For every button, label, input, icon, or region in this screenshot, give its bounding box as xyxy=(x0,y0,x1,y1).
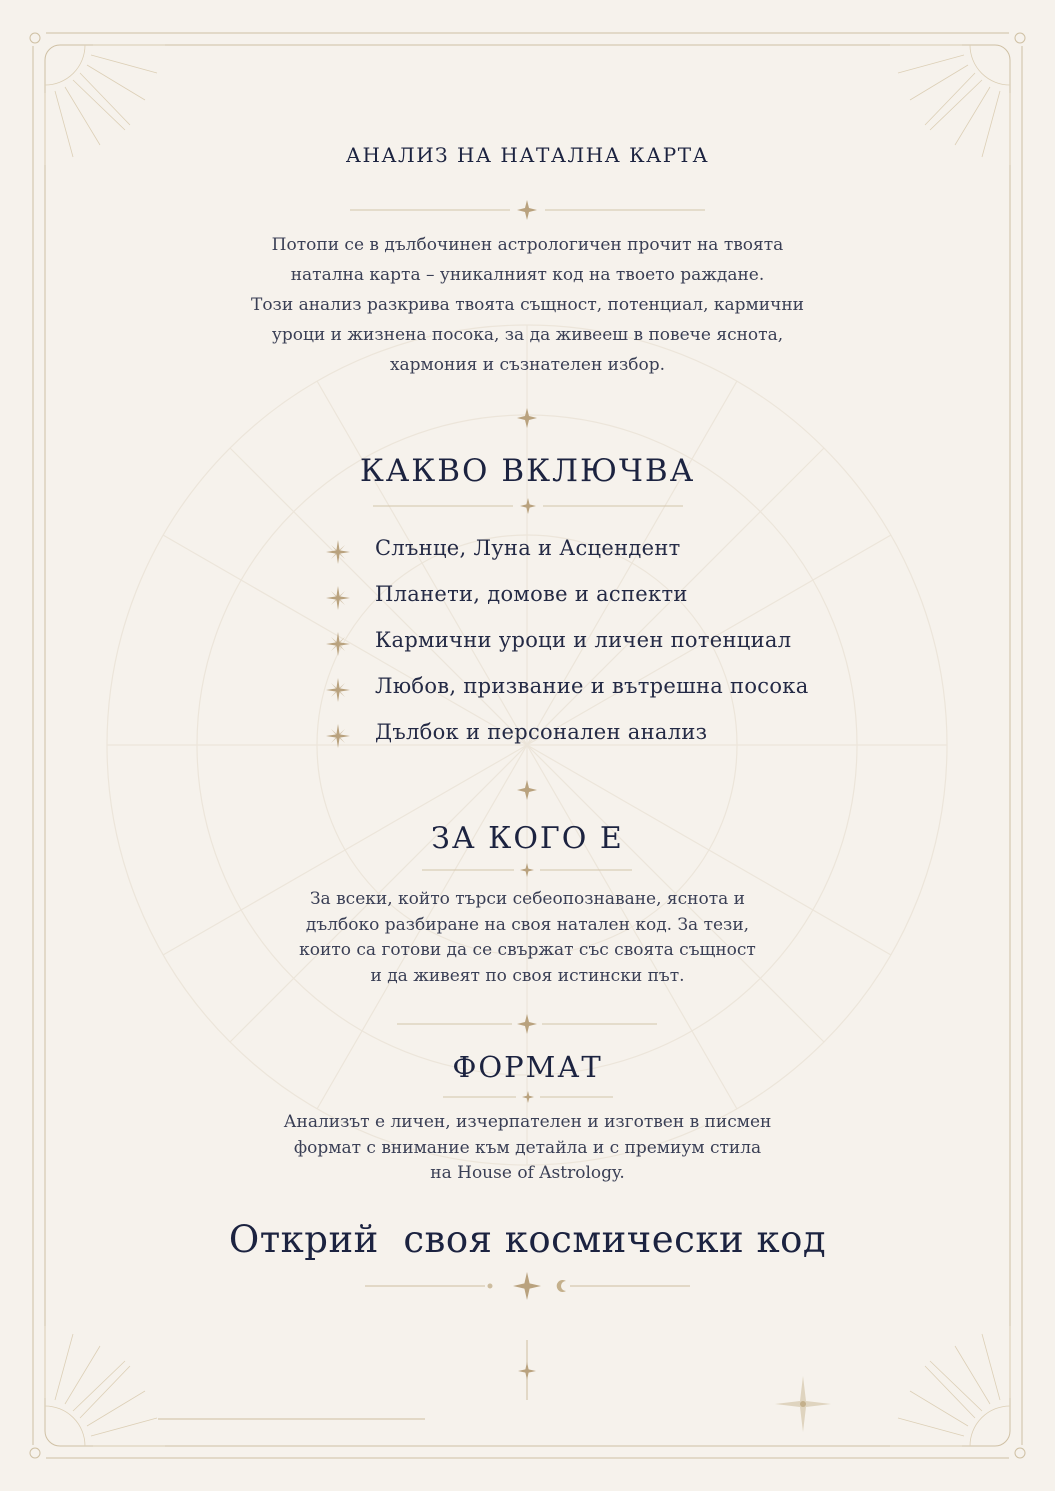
star-bullet-icon xyxy=(325,585,351,611)
for-whom-paragraph xyxy=(0,887,1055,989)
star-icon xyxy=(518,1362,536,1380)
star-bullet-icon xyxy=(325,723,351,749)
page-title: АНАЛИЗ НА НАТАЛНА КАРТА xyxy=(345,143,710,167)
paragraph-line: на House of Astrology. xyxy=(430,1163,625,1183)
intro-line: уроци и жизнена посока, за да живееш в повече яснота, xyxy=(271,325,784,345)
includes-underline xyxy=(373,496,683,516)
moon-icon xyxy=(556,1278,572,1294)
format-heading: ФОРМАТ xyxy=(452,1050,603,1084)
paragraph-line: Анализът е личен, изчерпателен и изготвен в писмен xyxy=(283,1112,772,1132)
star-bullet-icon xyxy=(325,631,351,657)
format-underline xyxy=(443,1087,613,1107)
format-paragraph xyxy=(0,1110,1055,1187)
list-item-label: Кармични уроци и личен потенциал xyxy=(375,628,792,652)
list-item-label: Планети, домове и аспекти xyxy=(375,582,688,606)
star-icon xyxy=(517,780,537,800)
intro-line: хармония и съзнателен избор. xyxy=(389,355,666,375)
list-item-label: Любов, призвание и вътрешна посока xyxy=(375,674,809,698)
list-item-label: Дълбок и персонален анализ xyxy=(375,720,708,744)
paragraph-line: формат с внимание към детайла и с премиум стила xyxy=(293,1137,762,1158)
paragraph-line: които са готови да се свържат със своята същност xyxy=(299,940,756,960)
intro-line: Потопи се в дълбочинен астрологичен прочит на твоята xyxy=(271,235,784,255)
paragraph-line: За всеки, който търси себеопознаване, яснота и xyxy=(309,889,746,909)
title-divider xyxy=(350,200,705,220)
list-item-label: Слънце, Луна и Асцендент xyxy=(375,536,681,560)
star-icon xyxy=(505,1270,550,1302)
cta-heading: Открий своя космически код xyxy=(228,1218,827,1261)
section-divider xyxy=(397,1014,657,1034)
paragraph-line: дълбоко разбиране на своя натален код. За тези, xyxy=(305,914,750,935)
intro-paragraph xyxy=(0,230,1055,380)
star-bullet-icon xyxy=(325,677,351,703)
includes-heading: КАКВО ВКЛЮЧВА xyxy=(359,453,696,489)
for-whom-underline xyxy=(422,860,632,880)
star-bullet-icon xyxy=(325,539,351,565)
intro-line: натална карта – уникалният код на твоето раждане. xyxy=(290,265,765,285)
star-icon xyxy=(517,408,537,428)
intro-line: Този анализ разкрива твоята същност, потенциал, кармични xyxy=(250,295,804,315)
paragraph-line: и да живеят по своя истински път. xyxy=(370,965,685,986)
for-whom-heading: ЗА КОГО Е xyxy=(431,821,624,856)
